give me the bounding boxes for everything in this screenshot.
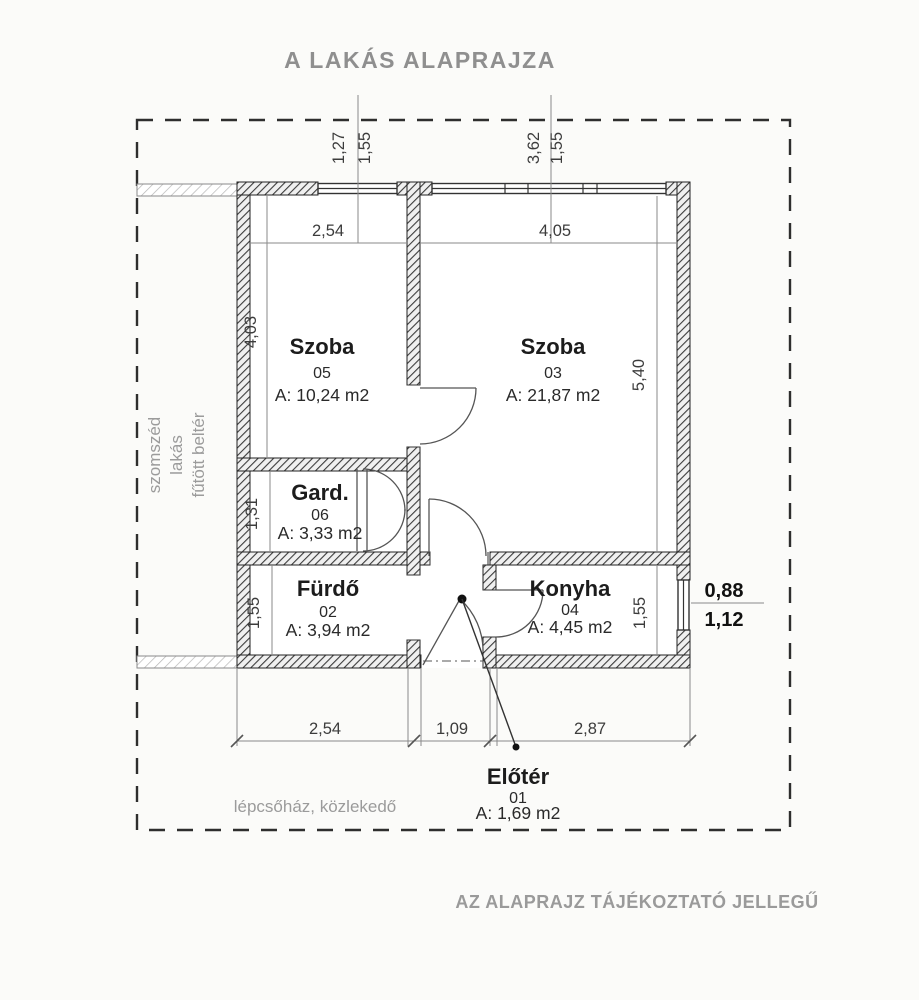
neighbor-note-line1: szomszéd bbox=[145, 416, 164, 494]
neighbor-note-line3: fűtött beltér bbox=[189, 412, 208, 498]
room-furdo-area: A: 3,94 m2 bbox=[285, 620, 371, 640]
page-title: A LAKÁS ALAPRAJZA bbox=[284, 47, 556, 73]
room-gard-name: Gard. bbox=[291, 480, 349, 505]
dim-top-0: 1,27 bbox=[330, 131, 348, 165]
dim-bottom-0: 2,54 bbox=[308, 720, 342, 738]
dim-window-1: 1,12 bbox=[704, 609, 744, 631]
top-dimension-labels bbox=[330, 132, 566, 164]
room-konyha-number: 04 bbox=[561, 602, 579, 619]
room-eloter-area: A: 1,69 m2 bbox=[475, 803, 561, 823]
room-furdo-number: 02 bbox=[319, 604, 337, 621]
dim-top-1: 1,55 bbox=[356, 131, 374, 165]
room-szoba03-number: 03 bbox=[544, 365, 562, 382]
dim-furdo-height: 1,55 bbox=[245, 596, 263, 630]
dim-szoba03-height: 5,40 bbox=[630, 358, 648, 392]
dim-szoba03-width: 4,05 bbox=[538, 222, 572, 240]
dim-bottom-1: 1,09 bbox=[435, 720, 469, 738]
room-szoba05-area: A: 10,24 m2 bbox=[274, 385, 370, 405]
room-konyha-area: A: 4,45 m2 bbox=[527, 617, 613, 637]
dim-szoba05-width: 2,54 bbox=[311, 222, 345, 240]
neighbor-note bbox=[145, 412, 208, 497]
room-eloter-name: Előtér bbox=[486, 764, 550, 789]
room-eloter-label bbox=[476, 764, 561, 823]
right-window-dimension-labels bbox=[705, 580, 744, 631]
bottom-dimension-labels bbox=[309, 720, 606, 738]
dim-window-0: 0,88 bbox=[704, 580, 744, 602]
dim-top-2: 3,62 bbox=[525, 131, 543, 165]
room-gard-area: A: 3,33 m2 bbox=[277, 523, 363, 543]
dim-top-3: 1,55 bbox=[548, 131, 566, 165]
dim-szoba05-height: 4,03 bbox=[242, 315, 260, 349]
room-szoba03-area: A: 21,87 m2 bbox=[505, 385, 601, 405]
room-gard-number: 06 bbox=[311, 507, 329, 524]
room-eloter-number: 01 bbox=[509, 790, 527, 807]
room-furdo-name: Fürdő bbox=[296, 576, 360, 601]
room-szoba03-name: Szoba bbox=[520, 334, 586, 359]
room-szoba05-name: Szoba bbox=[289, 334, 355, 359]
room-konyha-name: Konyha bbox=[529, 576, 611, 601]
neighbor-note-line2: lakás bbox=[167, 435, 186, 475]
stairwell-note: lépcsőház, közlekedő bbox=[233, 797, 397, 816]
dim-gard-height: 1,31 bbox=[243, 497, 261, 531]
dim-bottom-2: 2,87 bbox=[573, 720, 607, 738]
disclaimer-note: AZ ALAPRAJZ TÁJÉKOZTATÓ JELLEGŰ bbox=[455, 892, 819, 912]
dim-konyha-height: 1,55 bbox=[631, 596, 649, 630]
room-szoba05-number: 05 bbox=[313, 365, 331, 382]
